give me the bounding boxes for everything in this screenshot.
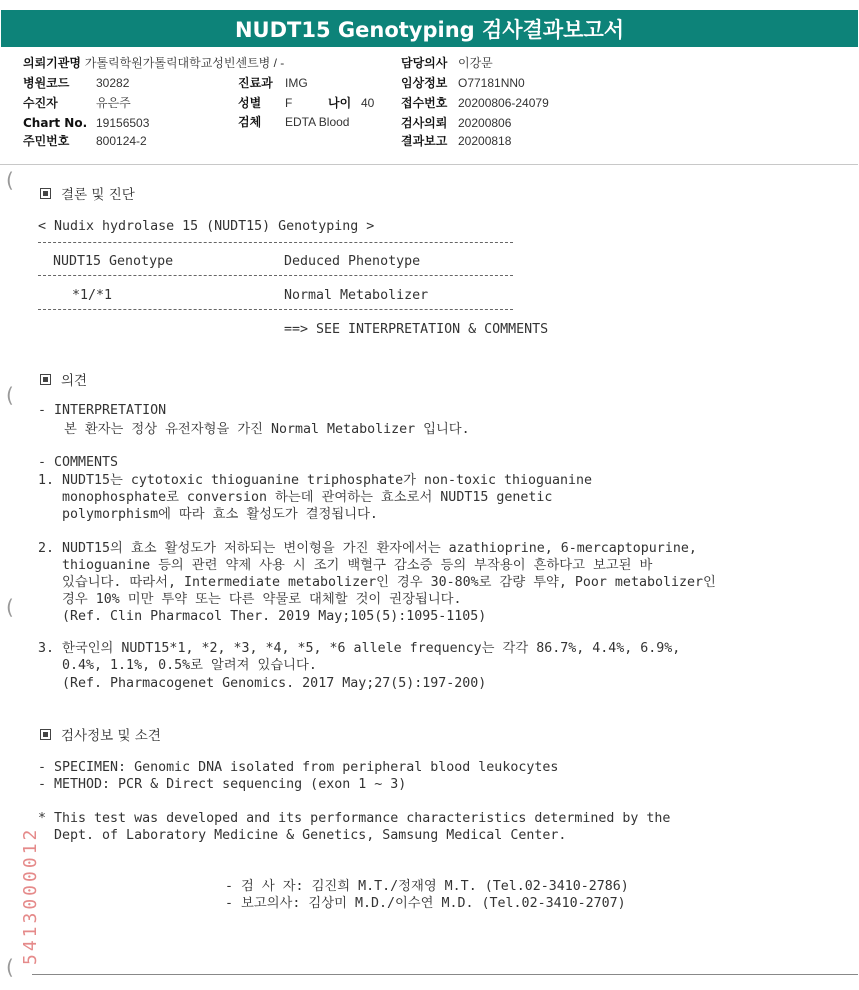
genotype-value: *1/*1	[72, 288, 113, 303]
comment-line: thioguanine 등의 관련 약제 사용 시 조기 백혈구 감소증 등의 부작용이 흔하다고 보고된 바	[38, 558, 653, 573]
comment-line: monophosphate로 conversion 하는데 관여하는 효소로서 NUDT15 genetic	[38, 490, 553, 505]
method-info: - METHOD: PCR & Direct sequencing (exon 1 ~ 3)	[38, 777, 407, 792]
sex-field: 성별 F	[238, 96, 293, 110]
hospital-code-field: 병원코드 30282	[23, 76, 130, 90]
request-field: 검사의뢰 20200806	[401, 116, 512, 130]
opinion-heading: 의견	[40, 369, 87, 389]
specimen-barcode-number: 5413000012	[20, 826, 41, 965]
interpretation-label: - INTERPRETATION	[38, 403, 167, 418]
punch-hole-mark: (	[6, 383, 14, 407]
patient-field: 수진자 유은주	[23, 96, 131, 110]
genotype-heading: < Nudix hydrolase 15 (NUDT15) Genotyping >	[38, 219, 375, 234]
punch-hole-mark: (	[6, 955, 14, 979]
checkbox-square-icon	[40, 729, 51, 740]
comment-reference: (Ref. Clin Pharmacol Ther. 2019 May;105(5):1095-1105)	[38, 609, 487, 624]
doctor-field: 담당의사 이강문	[401, 56, 493, 70]
specimen-field: 검체 EDTA Blood	[238, 115, 350, 129]
resident-field: 주민번호 800124-2	[23, 134, 147, 148]
phenotype-column-header: Deduced Phenotype	[284, 254, 421, 269]
report-date-field: 결과보고 20200818	[401, 134, 512, 148]
punch-hole-mark: (	[6, 595, 14, 619]
dept-field: 진료과 IMG	[238, 76, 308, 90]
divider	[38, 242, 513, 243]
disclaimer-line: Dept. of Laboratory Medicine & Genetics, Samsung Medical Center.	[38, 828, 567, 843]
punch-hole-mark: (	[6, 168, 14, 192]
interpretation-text: 본 환자는 정상 유전자형을 가진 Normal Metabolizer 입니다.	[64, 422, 470, 437]
disclaimer-line: * This test was developed and its performance characteristics determined by the	[38, 811, 671, 826]
comment-line: 1. NUDT15는 cytotoxic thioguanine triphosphate가 non-toxic thioguanine	[38, 473, 593, 488]
checkbox-square-icon	[40, 188, 51, 199]
comment-line: 0.4%, 1.1%, 0.5%로 알려져 있습니다.	[38, 658, 317, 673]
institution-field: 의뢰기관명 가톨릭학원가톨릭대학교성빈센트병 / -	[23, 56, 285, 70]
tester-signature: - 검 사 자: 김진희 M.T./정재영 M.T. (Tel.02-3410-2786)	[225, 879, 629, 894]
divider	[38, 275, 513, 276]
reporter-signature: - 보고의사: 김상미 M.D./이수연 M.D. (Tel.02-3410-2707)	[225, 896, 626, 911]
clinical-field: 임상정보 O77181NN0	[401, 76, 525, 90]
divider	[38, 309, 513, 310]
phenotype-value: Normal Metabolizer	[284, 288, 429, 303]
age-field: 나이 40	[328, 96, 375, 110]
checkbox-square-icon	[40, 374, 51, 385]
specimen-info: - SPECIMEN: Genomic DNA isolated from peripheral blood leukocytes	[38, 760, 559, 775]
chart-field: Chart No. 19156503	[23, 116, 150, 130]
info-heading: 검사정보 및 소견	[40, 724, 161, 744]
genotype-column-header: NUDT15 Genotype	[53, 254, 174, 269]
report-header	[0, 47, 858, 165]
comment-line: polymorphism에 따라 효소 활성도가 결정됩니다.	[38, 507, 378, 522]
conclusion-heading: 결론 및 진단	[40, 183, 135, 203]
comments-label: - COMMENTS	[38, 455, 119, 470]
report-title: NUDT15 Genotyping 검사결과보고서	[1, 10, 858, 47]
see-interpretation-note: ==> SEE INTERPRETATION & COMMENTS	[284, 322, 549, 337]
comment-reference: (Ref. Pharmacogenet Genomics. 2017 May;27(5):197-200)	[38, 676, 487, 691]
comment-line: 경우 10% 미만 투약 또는 다른 약물로 대체할 것이 권장됩니다.	[38, 592, 462, 607]
footer-divider	[32, 974, 858, 975]
comment-line: 있습니다. 따라서, Intermediate metabolizer인 경우 30-80%로 감량 투약, Poor metabolizer인	[38, 575, 716, 590]
receipt-field: 접수번호 20200806-24079	[401, 96, 549, 110]
comment-line: 3. 한국인의 NUDT15*1, *2, *3, *4, *5, *6 allele frequency는 각각 86.7%, 4.4%, 6.9%,	[38, 641, 681, 656]
comment-line: 2. NUDT15의 효소 활성도가 저하되는 변이형을 가진 환자에서는 azathioprine, 6-mercaptopurine,	[38, 541, 697, 556]
